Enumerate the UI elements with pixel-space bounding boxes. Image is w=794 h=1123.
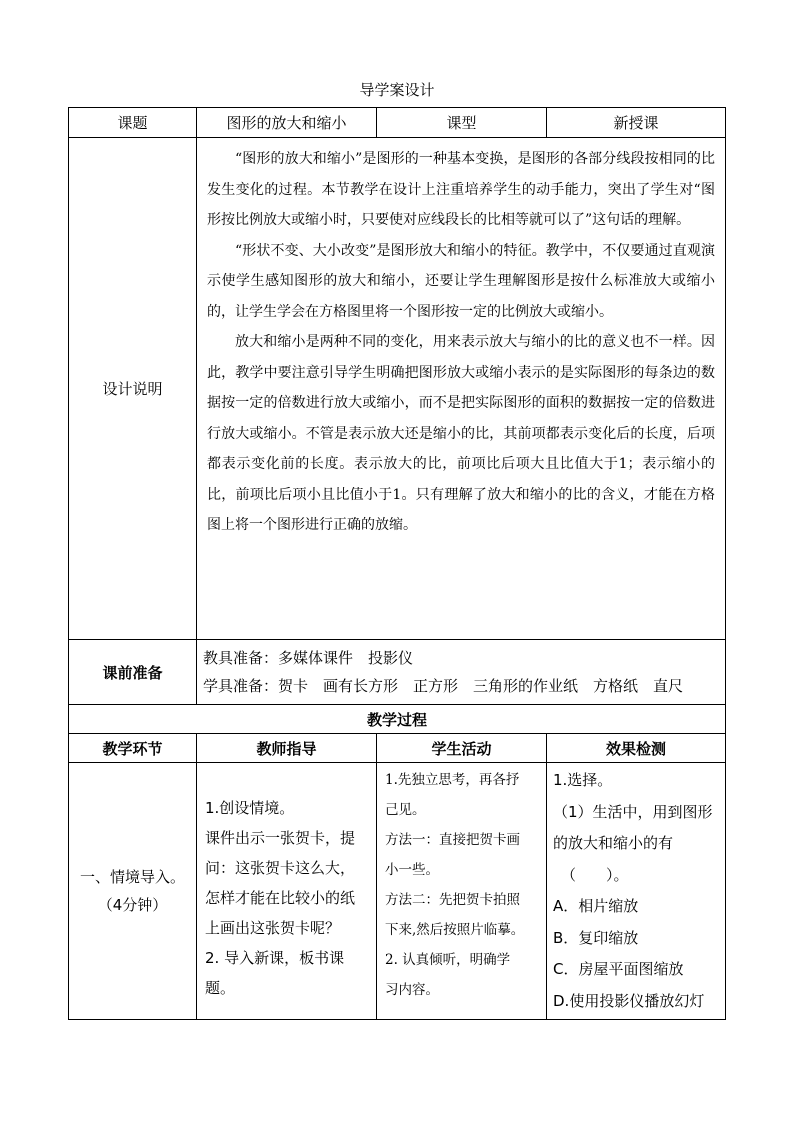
student-line: 1.先独立思考，再各抒 — [385, 772, 520, 788]
teacher-line: 上画出这张贺卡呢？ — [205, 919, 341, 937]
prep-content — [197, 640, 726, 705]
effect-line: 的放大和缩小的有 — [553, 834, 674, 852]
teacher-materials: 教具准备：多媒体课件 投影仪 — [203, 649, 414, 667]
effect-line: 1.选择。 — [553, 771, 613, 789]
topic-value: 图形的放大和缩小 — [197, 108, 377, 138]
process-title-row — [69, 705, 726, 734]
teacher-line: 怎样才能在比较小的纸 — [205, 889, 356, 907]
stage-name: 一、情境导入。 — [79, 868, 185, 886]
student-line: 方法一：直接把贺卡画 — [385, 832, 520, 848]
teacher-line: 问：这张贺卡这么大， — [205, 859, 356, 877]
effect-line: （ ）。 — [561, 865, 629, 884]
col-header-teacher: 教师指导 — [197, 734, 377, 763]
effect-line: B．复印缩放 — [553, 928, 639, 947]
effect-line: A．相片缩放 — [553, 897, 639, 915]
teacher-guidance — [197, 763, 377, 1020]
process-header-row — [69, 734, 726, 763]
design-label: 设计说明 — [69, 138, 197, 640]
effect-line: D.使用投影仪播放幻灯 — [553, 991, 705, 1010]
process-title: 教学过程 — [69, 705, 726, 734]
stage-cell — [69, 763, 197, 1020]
prep-label: 课前准备 — [69, 640, 197, 705]
col-header-stage: 教学环节 — [69, 734, 197, 763]
effect-line: （1）生活中，用到图形 — [553, 802, 713, 821]
col-header-student: 学生活动 — [377, 734, 547, 763]
design-paragraph-1: “图形的放大和缩小”是图形的一种基本变换，是图形的各部分线段按相同的比发生变化的过程。本节教学在设计上注重培养学生的动手能力，突出了学生对“图形按比例放大或缩小时，只要使对应线段长的比相等就可以了”这句话的理解。 — [207, 151, 715, 228]
teacher-line: 课件出示一张贺卡，提 — [205, 829, 356, 847]
student-materials: 学具准备：贺卡 画有长方形 正方形 三角形的作业纸 方格纸 直尺 — [203, 677, 684, 695]
stage-time: （4分钟） — [97, 896, 168, 914]
design-row — [69, 138, 726, 640]
teacher-line: 2. 导入新课，板书课题。 — [205, 949, 345, 997]
topic-row — [69, 108, 726, 138]
lesson-plan-table — [68, 107, 726, 1020]
design-paragraph-3: 放大和缩小是两种不同的变化，用来表示放大与缩小的比的意义也不一样。因此，教学中要注意引导学生明确把图形放大或缩小表示的是实际图形的每条边的数据按一定的倍数进行放大或缩小，而不是把实际图形的面积的数据按一定的倍数进行放大或缩小。不管是表示放大还是缩小的比，其前项都表示变化后的长度，后项都表示变化前的长度。表示放大的比，前项比后项大且比值大于1；表示缩小的比，前项比后项小且比值小于1。只有理解了放大和缩小的比的含义，才能在方格图上将一个图形进行正确的放缩。 — [207, 334, 715, 533]
student-line: 习内容。 — [385, 982, 439, 998]
col-header-effect: 效果检测 — [547, 734, 726, 763]
design-paragraph-2: “形状不变、大小改变”是图形放大和缩小的特征。教学中，不仅要通过直观演示使学生感知图形的放大和缩小，还要让学生理解图形是按什么标准放大或缩小的，让学生学会在方格图里将一个图形按一定的比例放大或缩小。 — [207, 242, 715, 320]
document-title: 导学案设计 — [359, 81, 435, 99]
teacher-line: 1.创设情境。 — [205, 799, 295, 817]
type-value: 新授课 — [547, 108, 726, 138]
type-label: 课型 — [377, 108, 547, 138]
effect-check — [547, 763, 726, 1020]
student-line: 2. 认真倾听，明确学 — [385, 952, 511, 968]
student-line: 下来,然后按照片临摹。 — [385, 922, 525, 938]
topic-label: 课题 — [69, 108, 197, 138]
student-line: 己见。 — [385, 802, 426, 818]
student-activity — [377, 763, 547, 1020]
design-description — [197, 138, 726, 640]
stage-row-intro — [69, 763, 726, 1020]
prep-row — [69, 640, 726, 705]
student-line: 小一些。 — [385, 862, 439, 878]
student-line: 方法二：先把贺卡拍照 — [385, 892, 520, 908]
effect-line: C．房屋平面图缩放 — [553, 960, 684, 978]
